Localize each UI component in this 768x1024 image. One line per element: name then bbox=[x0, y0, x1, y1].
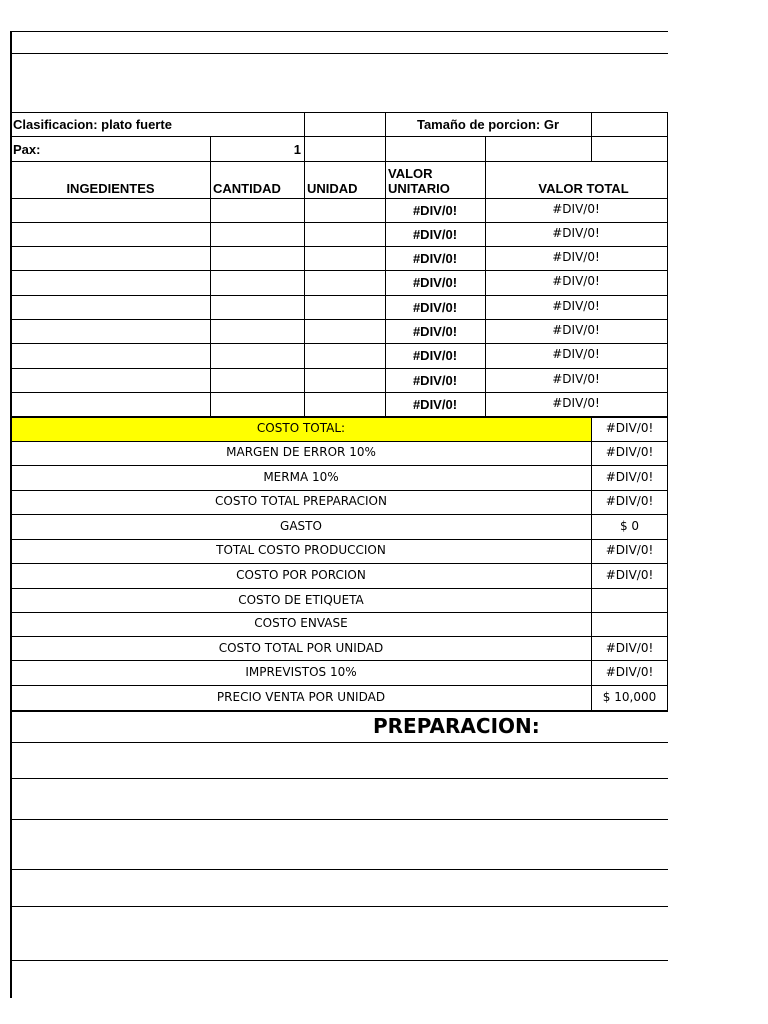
grid-line bbox=[11, 53, 668, 54]
summary-value: #DIV/0! bbox=[605, 445, 654, 459]
grid-line bbox=[11, 222, 668, 223]
summary-label: COSTO TOTAL POR UNIDAD bbox=[218, 641, 384, 655]
summary-value: #DIV/0! bbox=[605, 641, 654, 655]
grid-line bbox=[11, 343, 668, 344]
summary-label: COSTO ENVASE bbox=[254, 616, 348, 630]
summary-label: GASTO bbox=[280, 519, 322, 533]
ingredient-total-value: #DIV/0! bbox=[552, 299, 600, 313]
ingredient-total-value: #DIV/0! bbox=[552, 226, 600, 240]
pax-value: 1 bbox=[293, 142, 301, 157]
column-header-valor-unitario-line2: UNITARIO bbox=[388, 181, 450, 196]
grid-line bbox=[11, 960, 668, 961]
summary-value: $ 10,000 bbox=[602, 690, 657, 704]
grid-line bbox=[11, 136, 668, 137]
ingredient-total-value: #DIV/0! bbox=[552, 396, 600, 410]
summary-label: COSTO POR PORCION bbox=[236, 568, 366, 582]
grid-line bbox=[11, 869, 668, 870]
grid-line bbox=[11, 685, 668, 686]
summary-value: #DIV/0! bbox=[605, 494, 654, 508]
column-header-unidad: UNIDAD bbox=[307, 181, 358, 196]
ingredient-total-value: #DIV/0! bbox=[552, 202, 600, 216]
grid-line bbox=[11, 588, 668, 589]
summary-label: MARGEN DE ERROR 10% bbox=[226, 445, 376, 459]
clasificacion-label: Clasificacion: plato fuerte bbox=[13, 117, 172, 132]
ingredient-total-value: #DIV/0! bbox=[552, 323, 600, 337]
summary-label: IMPREVISTOS 10% bbox=[245, 665, 357, 679]
grid-line bbox=[11, 539, 668, 540]
ingredient-unit-value: #DIV/0! bbox=[412, 203, 458, 218]
grid-line bbox=[11, 392, 668, 393]
ingredient-total-value: #DIV/0! bbox=[552, 250, 600, 264]
ingredient-unit-value: #DIV/0! bbox=[412, 373, 458, 388]
grid-line bbox=[11, 660, 668, 661]
grid-line bbox=[11, 295, 668, 296]
summary-value: #DIV/0! bbox=[605, 470, 654, 484]
ingredient-unit-value: #DIV/0! bbox=[412, 397, 458, 412]
grid-line bbox=[11, 514, 668, 515]
grid-line bbox=[11, 563, 668, 564]
summary-label: COSTO TOTAL: bbox=[256, 421, 346, 435]
grid-line bbox=[11, 819, 668, 820]
grid-line bbox=[11, 270, 668, 271]
pax-label: Pax: bbox=[13, 142, 41, 157]
summary-label: COSTO DE ETIQUETA bbox=[238, 593, 364, 607]
grid-line bbox=[11, 710, 668, 712]
grid-line bbox=[11, 742, 668, 743]
ingredient-unit-value: #DIV/0! bbox=[412, 348, 458, 363]
grid-line bbox=[304, 112, 305, 417]
summary-value: #DIV/0! bbox=[605, 665, 654, 679]
summary-label: MERMA 10% bbox=[263, 470, 339, 484]
grid-line bbox=[11, 368, 668, 369]
summary-value: $ 0 bbox=[619, 519, 640, 533]
preparacion-title: PREPARACION: bbox=[373, 714, 540, 738]
grid-line bbox=[11, 906, 668, 907]
column-header-valor-total: VALOR TOTAL bbox=[538, 181, 629, 196]
grid-line bbox=[11, 319, 668, 320]
grid-line bbox=[11, 198, 668, 199]
grid-line bbox=[11, 161, 668, 162]
summary-value: #DIV/0! bbox=[605, 568, 654, 582]
ingredient-unit-value: #DIV/0! bbox=[412, 275, 458, 290]
summary-value: #DIV/0! bbox=[605, 543, 654, 557]
grid-line bbox=[11, 778, 668, 779]
column-header-ingredientes: INGEDIENTES bbox=[66, 181, 155, 196]
grid-line bbox=[11, 112, 668, 113]
ingredient-unit-value: #DIV/0! bbox=[412, 227, 458, 242]
grid-line bbox=[11, 31, 668, 32]
grid-line bbox=[11, 490, 668, 491]
ingredient-total-value: #DIV/0! bbox=[552, 372, 600, 386]
ingredient-total-value: #DIV/0! bbox=[552, 347, 600, 361]
summary-label: COSTO TOTAL PREPARACION bbox=[215, 494, 387, 508]
column-header-cantidad: CANTIDAD bbox=[213, 181, 281, 196]
ingredient-unit-value: #DIV/0! bbox=[412, 300, 458, 315]
summary-label: TOTAL COSTO PRODUCCION bbox=[216, 543, 386, 557]
grid-line bbox=[11, 636, 668, 637]
ingredient-unit-value: #DIV/0! bbox=[412, 324, 458, 339]
tamano-porcion-label: Tamaño de porcion: Gr bbox=[416, 117, 560, 132]
grid-line bbox=[11, 465, 668, 466]
summary-label: PRECIO VENTA POR UNIDAD bbox=[216, 690, 386, 704]
grid-line bbox=[11, 612, 668, 613]
summary-value: #DIV/0! bbox=[605, 421, 654, 435]
column-header-valor-unitario-line1: VALOR bbox=[388, 166, 433, 181]
ingredient-unit-value: #DIV/0! bbox=[412, 251, 458, 266]
grid-line bbox=[210, 136, 211, 417]
grid-line bbox=[11, 441, 668, 442]
grid-line bbox=[11, 246, 668, 247]
grid-line bbox=[667, 112, 668, 711]
ingredient-total-value: #DIV/0! bbox=[552, 274, 600, 288]
grid-line bbox=[591, 112, 592, 161]
